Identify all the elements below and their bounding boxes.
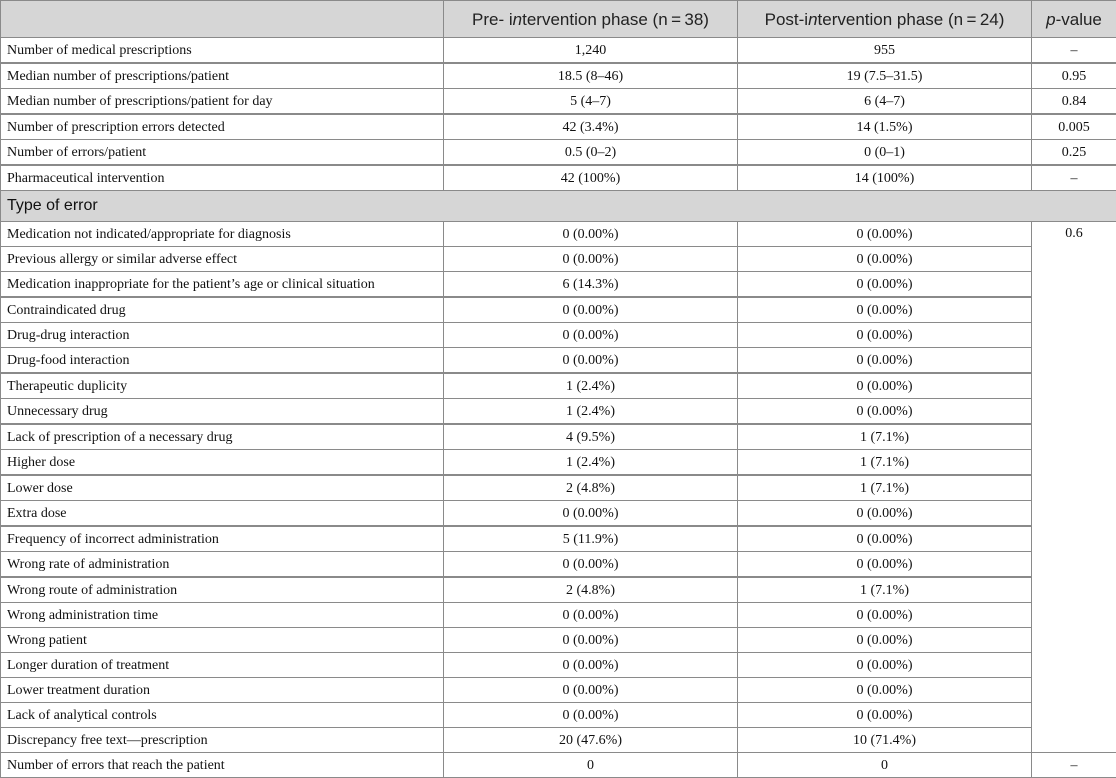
- post-value: 0 (0.00%): [738, 501, 1032, 527]
- table-row: [1, 475, 1116, 501]
- table-row: [1, 165, 1116, 191]
- pre-value: 4 (9.5%): [444, 424, 738, 450]
- row-label: Number of prescription errors detected: [1, 114, 444, 140]
- post-value: 0 (0.00%): [738, 373, 1032, 399]
- pre-value: 6 (14.3%): [444, 272, 738, 298]
- post-value: 1 (7.1%): [738, 450, 1032, 476]
- pre-value: 0 (0.00%): [444, 653, 738, 678]
- pre-value: 0 (0.00%): [444, 678, 738, 703]
- table-row: [1, 603, 1116, 628]
- table-row: [1, 399, 1116, 425]
- table-row: [1, 424, 1116, 450]
- table-row: [1, 140, 1116, 166]
- table-row: [1, 89, 1116, 115]
- pre-value: 2 (4.8%): [444, 577, 738, 603]
- post-value: 955: [738, 38, 1032, 64]
- header-p-value: p-value: [1032, 1, 1116, 38]
- italic-symbol: n: [513, 10, 522, 29]
- post-value: 0 (0.00%): [738, 399, 1032, 425]
- table-row: [1, 38, 1116, 64]
- pre-value: 42 (100%): [444, 165, 738, 191]
- table-row: [1, 222, 1116, 247]
- p-value: 0.84: [1032, 89, 1116, 115]
- pre-value: 1,240: [444, 38, 738, 64]
- post-value: 0 (0.00%): [738, 323, 1032, 348]
- pre-value: 1 (2.4%): [444, 450, 738, 476]
- post-value: 0 (0.00%): [738, 703, 1032, 728]
- pre-value: 0 (0.00%): [444, 703, 738, 728]
- pre-value: 0 (0.00%): [444, 247, 738, 272]
- p-value: –: [1032, 753, 1116, 778]
- pre-value: 0: [444, 753, 738, 778]
- p-value: –: [1032, 38, 1116, 64]
- row-label: Extra dose: [1, 501, 444, 527]
- post-value: 0 (0.00%): [738, 628, 1032, 653]
- table-row: [1, 450, 1116, 476]
- row-label: Frequency of incorrect administration: [1, 526, 444, 552]
- pre-value: 0 (0.00%): [444, 348, 738, 374]
- post-value: 0 (0.00%): [738, 247, 1032, 272]
- post-value: 0 (0.00%): [738, 222, 1032, 247]
- pre-value: 0 (0.00%): [444, 501, 738, 527]
- post-value: 1 (7.1%): [738, 424, 1032, 450]
- section-title: Type of error: [1, 191, 1116, 222]
- p-value: 0.25: [1032, 140, 1116, 166]
- table-row: [1, 678, 1116, 703]
- error-type-body: [1, 191, 1116, 753]
- summary-body: [1, 38, 1116, 191]
- pre-value: 0.5 (0–2): [444, 140, 738, 166]
- pre-value: 0 (0.00%): [444, 552, 738, 578]
- header-label-cell: [1, 1, 444, 38]
- table-row: [1, 63, 1116, 89]
- row-label: Median number of prescriptions/patient for day: [1, 89, 444, 115]
- header-post-intervention: Post-intervention phase (n = 24): [738, 1, 1032, 38]
- pre-value: 20 (47.6%): [444, 728, 738, 753]
- row-label: Lack of prescription of a necessary drug: [1, 424, 444, 450]
- table-row: [1, 577, 1116, 603]
- post-value: 1 (7.1%): [738, 577, 1032, 603]
- pre-value: 0 (0.00%): [444, 323, 738, 348]
- row-label: Lower treatment duration: [1, 678, 444, 703]
- table-row: [1, 323, 1116, 348]
- table-row: [1, 501, 1116, 527]
- table-row: [1, 526, 1116, 552]
- table-row: [1, 753, 1116, 778]
- row-label: Drug-drug interaction: [1, 323, 444, 348]
- section-row: [1, 191, 1116, 222]
- table-row: [1, 728, 1116, 753]
- p-value: 0.005: [1032, 114, 1116, 140]
- pre-value: 0 (0.00%): [444, 222, 738, 247]
- error-type-p-value: 0.6: [1032, 222, 1116, 753]
- table-row: [1, 297, 1116, 323]
- table-row: [1, 114, 1116, 140]
- row-label: Unnecessary drug: [1, 399, 444, 425]
- row-label: Number of errors that reach the patient: [1, 753, 444, 778]
- row-label: Wrong administration time: [1, 603, 444, 628]
- row-label: Medication inappropriate for the patient’s age or clinical situation: [1, 272, 444, 298]
- row-label: Pharmaceutical intervention: [1, 165, 444, 191]
- row-label: Higher dose: [1, 450, 444, 476]
- table-row: [1, 272, 1116, 298]
- post-value: 0 (0.00%): [738, 653, 1032, 678]
- row-label: Previous allergy or similar adverse effect: [1, 247, 444, 272]
- pre-value: 18.5 (8–46): [444, 63, 738, 89]
- row-label: Median number of prescriptions/patient: [1, 63, 444, 89]
- row-label: Therapeutic duplicity: [1, 373, 444, 399]
- row-label: Longer duration of treatment: [1, 653, 444, 678]
- final-body: [1, 753, 1116, 778]
- italic-symbol: n: [808, 10, 817, 29]
- post-value: 14 (1.5%): [738, 114, 1032, 140]
- post-value: 0 (0.00%): [738, 297, 1032, 323]
- row-label: Wrong rate of administration: [1, 552, 444, 578]
- row-label: Drug-food interaction: [1, 348, 444, 374]
- italic-symbol: p: [1046, 10, 1055, 29]
- post-value: 6 (4–7): [738, 89, 1032, 115]
- pre-value: 0 (0.00%): [444, 628, 738, 653]
- pre-value: 0 (0.00%): [444, 297, 738, 323]
- pre-value: 1 (2.4%): [444, 373, 738, 399]
- row-label: Wrong patient: [1, 628, 444, 653]
- row-label: Lower dose: [1, 475, 444, 501]
- post-value: 0 (0.00%): [738, 552, 1032, 578]
- pre-value: 0 (0.00%): [444, 603, 738, 628]
- post-value: 0 (0.00%): [738, 272, 1032, 298]
- post-value: 0 (0.00%): [738, 603, 1032, 628]
- table-row: [1, 348, 1116, 374]
- header-pre-intervention: Pre- intervention phase (n = 38): [444, 1, 738, 38]
- table-row: [1, 703, 1116, 728]
- pre-value: 5 (11.9%): [444, 526, 738, 552]
- post-value: 19 (7.5–31.5): [738, 63, 1032, 89]
- post-value: 0 (0.00%): [738, 526, 1032, 552]
- pre-value: 42 (3.4%): [444, 114, 738, 140]
- table-row: [1, 373, 1116, 399]
- p-value: –: [1032, 165, 1116, 191]
- row-label: Number of errors/patient: [1, 140, 444, 166]
- table-row: [1, 653, 1116, 678]
- post-value: 14 (100%): [738, 165, 1032, 191]
- pre-value: 1 (2.4%): [444, 399, 738, 425]
- p-value: 0.95: [1032, 63, 1116, 89]
- table-row: [1, 628, 1116, 653]
- table-row: [1, 247, 1116, 272]
- row-label: Wrong route of administration: [1, 577, 444, 603]
- row-label: Number of medical prescriptions: [1, 38, 444, 64]
- post-value: 0 (0.00%): [738, 678, 1032, 703]
- post-value: 0 (0–1): [738, 140, 1032, 166]
- row-label: Lack of analytical controls: [1, 703, 444, 728]
- row-label: Medication not indicated/appropriate for diagnosis: [1, 222, 444, 247]
- row-label: Contraindicated drug: [1, 297, 444, 323]
- header-row: [1, 1, 1116, 38]
- row-label: Discrepancy free text—prescription: [1, 728, 444, 753]
- post-value: 10 (71.4%): [738, 728, 1032, 753]
- post-value: 0 (0.00%): [738, 348, 1032, 374]
- post-value: 1 (7.1%): [738, 475, 1032, 501]
- post-value: 0: [738, 753, 1032, 778]
- table-row: [1, 552, 1116, 578]
- pre-value: 2 (4.8%): [444, 475, 738, 501]
- pre-value: 5 (4–7): [444, 89, 738, 115]
